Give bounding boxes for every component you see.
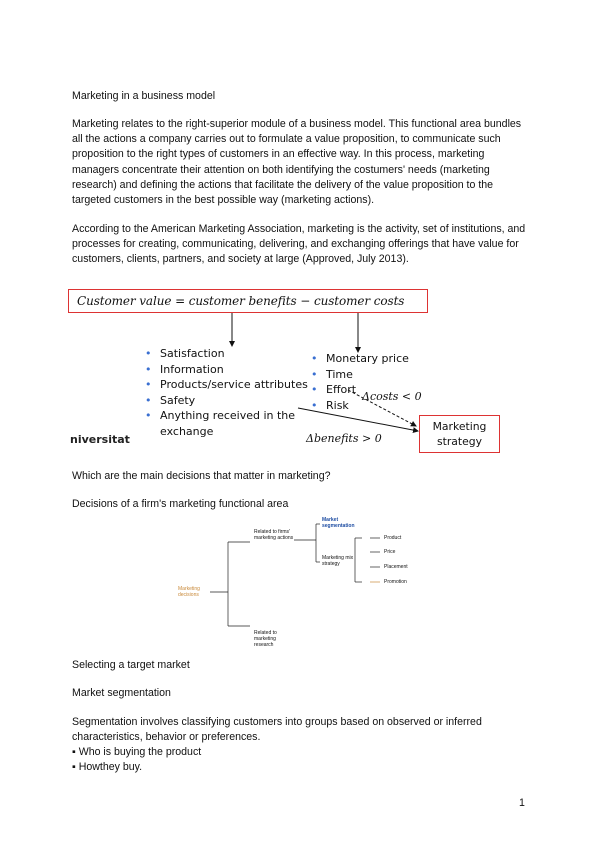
promotion-label: Promotion <box>384 579 407 585</box>
delta-benefits-label: Δbenefits > 0 <box>306 432 382 445</box>
customer-value-figure <box>66 286 487 454</box>
mix-strategy-node-label: Marketing mix strategy <box>322 555 354 567</box>
target-market-heading: Selecting a target market <box>72 659 190 671</box>
product-label: Product <box>384 535 402 541</box>
segmentation-heading: Market segmentation <box>72 687 171 699</box>
delta-costs-label: Δcosts < 0 <box>362 390 422 403</box>
equation-box <box>68 289 428 313</box>
page-number: 1 <box>519 797 525 809</box>
benefit-item: • Information <box>143 362 308 378</box>
bullet-who: ▪ Who is buying the product <box>72 746 202 758</box>
customer-value-equation: Customer value = customer benefits − customer costs <box>77 294 405 308</box>
branch-research-label: Related to marketing research <box>254 630 277 648</box>
cost-item: • Risk <box>309 398 409 414</box>
segmentation-paragraph: Segmentation involves classifying customers into groups based on observed or inferred characteristics, behavior or preferences. <box>72 716 482 744</box>
paragraph-business-model: Marketing relates to the right-superior module of a business model. This functional area bundles all the actions a company carries out to formulate a value proposition, to communicate such proposition to the right types of customers in an effective way. In this process, marketing managers concentrate their attention on both identifying the costumers' needs (marketing research) and defining the actions that facilitate the delivery of the value proposition to the targeted customers in the best possible way (marketing actions). <box>72 118 522 207</box>
decisions-caption: Decisions of a firm's marketing functional area <box>72 498 289 510</box>
paragraph-ama-definition: According to the American Marketing Association, marketing is the activity, set of institutions, and processes for creating, communicating, delivering, and exchanging offerings that have value for customers, clients, partners, and society at large (Approved, July 2013). <box>72 223 526 266</box>
benefit-item-continuation: exchange <box>160 424 214 438</box>
benefits-list <box>143 346 308 440</box>
marketing-decisions-diagram <box>170 512 430 662</box>
benefit-item: • Safety <box>143 393 308 409</box>
cost-item: • Time <box>309 367 409 383</box>
price-label: Price <box>384 549 396 555</box>
segmentation-node-label: Market segmentation <box>322 517 355 529</box>
question-text: Which are the main decisions that matter in marketing? <box>72 470 331 482</box>
branch-actions-label: Related to firms' marketing actions <box>254 529 294 541</box>
benefit-item: • Satisfaction <box>143 346 308 362</box>
root-node-label: Marketing decisions <box>178 586 200 598</box>
university-watermark: niversitat <box>70 433 130 446</box>
costs-list <box>309 351 409 413</box>
section-heading: Marketing in a business model <box>72 90 216 102</box>
cost-item: • Effort <box>309 382 409 398</box>
benefit-item: • Products/service attributes <box>143 377 308 393</box>
benefit-item: • Anything received in the <box>143 408 308 424</box>
bullet-how: ▪ Howthey buy. <box>72 761 143 773</box>
marketing-strategy-box: Marketing strategy <box>419 415 500 453</box>
cost-item: • Monetary price <box>309 351 409 367</box>
placement-label: Placement <box>384 564 408 570</box>
